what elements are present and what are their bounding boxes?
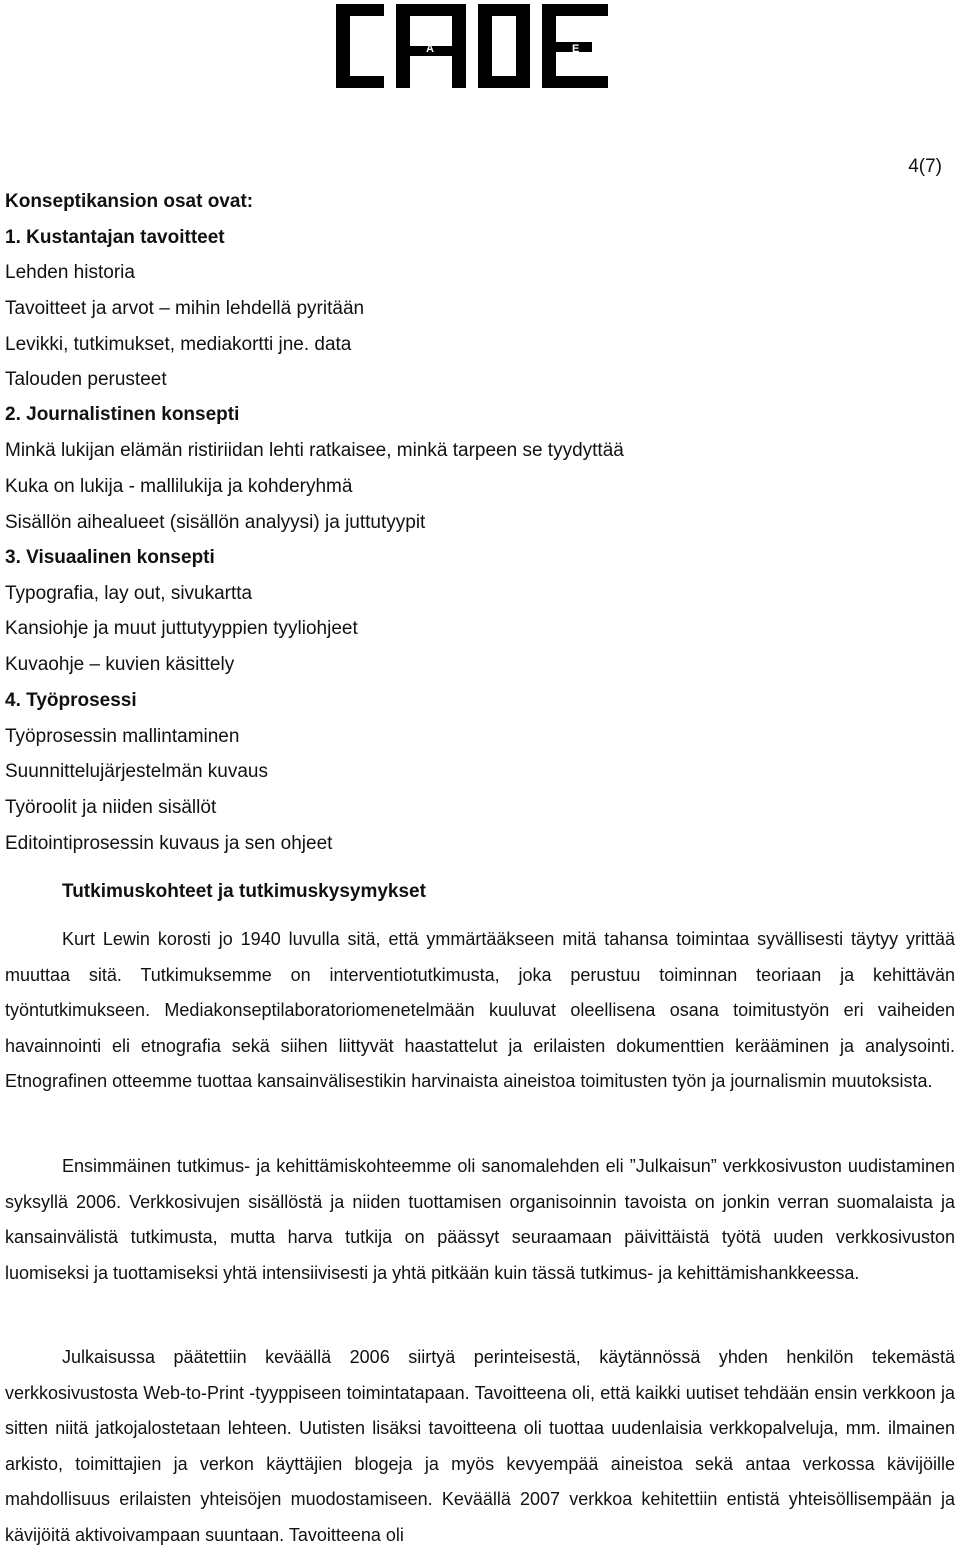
- body-paragraph: [5, 1340, 955, 1553]
- paragraph-text: Ensimmäinen tutkimus- ja kehittämiskohteemme oli sanomalehden eli ”Julkaisun” verkkosivuston uudistaminen syksyllä 2006. Verkkosivujen sisällöstä ja niiden tuottamisen organisoinnin tavoista on jonkin verran suomalaista ja kansainvälistä tutkimusta, mutta harva tutkija on päässyt seuraamaan päivittäistä työtä uuden verkkosivuston luomiseksi ja tuottamiseksi yhtä intensiivisesti ja yhtä pitkään kuin tässä tutkimus- ja kehittämishankkeessa.: [5, 1156, 955, 1283]
- outline-line: Kansiohje ja muut juttutyyppien tyyliohjeet: [5, 618, 358, 639]
- page-number: 4(7): [908, 156, 942, 177]
- logo-letter-e: E: [572, 43, 580, 55]
- body-paragraph: [5, 1149, 955, 1291]
- logo-letter-d: D: [496, 43, 504, 55]
- outline-line: Levikki, tutkimukset, mediakortti jne. data: [5, 334, 352, 355]
- outline-line: 2. Journalistinen konsepti: [5, 404, 240, 425]
- outline-line: Kuka on lukija - mallilukija ja kohderyhmä: [5, 476, 353, 497]
- outline-line: Editointiprosessin kuvaus ja sen ohjeet: [5, 833, 333, 854]
- outline-line: Suunnittelujärjestelmän kuvaus: [5, 761, 268, 782]
- outline-line: Talouden perusteet: [5, 369, 167, 390]
- paragraph-text: Julkaisussa päätettiin keväällä 2006 siirtyä perinteisestä, käytännössä yhden henkilön tekemästä verkkosivustosta Web-to-Print -tyyppiseen toimintatapaan. Tavoitteena oli, että kaikki uutiset tehdään ensin verkkoon ja sitten niitä jatkojalostetaan lehteen. Uutisten lisäksi tavoitteena oli tuottaa uudenlaisia verkkopalveluja, mm. ilmainen arkisto, toimittajien ja verkon käyttäjien blogeja ja myös kevyempää aineistoa sekä antaa verkossa kävijöille mahdollisuus erilaisten yhteisöjen muodostamiseen. Keväällä 2007 verkkoa kehitettiin entistä yhteisöllisempään ja kävijöitä aktivoivampaan suuntaan. Tavoitteena oli: [5, 1347, 955, 1545]
- outline-line: 1. Kustantajan tavoitteet: [5, 227, 225, 248]
- outline-line: Kuvaohje – kuvien käsittely: [5, 654, 235, 675]
- outline-line: Konseptikansion osat ovat:: [5, 191, 254, 212]
- outline-line: 4. Työprosessi: [5, 690, 137, 711]
- outline-line: Työprosessin mallintaminen: [5, 726, 240, 747]
- logo-letter-a: A: [426, 43, 434, 55]
- outline-line: Työroolit ja niiden sisällöt: [5, 797, 217, 818]
- paragraph-text: Kurt Lewin korosti jo 1940 luvulla sitä, että ymmärtääkseen mitä tahansa toimintaa syvällisesti täytyy yrittää muuttaa sitä. Tutkimuksemme on interventiotutkimusta, joka perustuu toiminnan teoriaan ja kehittävän työntutkimukseen. Mediakonseptilaboratoriomenetelmään kuuluvat oleellisena osana toimitustyön eri vaiheiden havainnointi eli etnografia sekä siihen liittyvät haastattelut ja erilaisten dokumenttien kerääminen ja analysointi. Etnografinen otteemme tuottaa kansainvälisestikin harvinaista aineistoa toimitusten työn ja journalismin muutoksista.: [5, 929, 955, 1091]
- outline-line: Tavoitteet ja arvot – mihin lehdellä pyritään: [5, 298, 365, 319]
- iade-logo: [336, 4, 608, 88]
- outline-line: Sisällön aihealueet (sisällön analyysi) ja juttutyypit: [5, 512, 426, 533]
- outline-line: Lehden historia: [5, 262, 135, 283]
- body-paragraph: [5, 922, 955, 1100]
- outline-line: 3. Visuaalinen konsepti: [5, 547, 215, 568]
- outline-line: Minkä lukijan elämän ristiriidan lehti ratkaisee, minkä tarpeen se tyydyttää: [5, 440, 624, 461]
- outline-line: Typografia, lay out, sivukartta: [5, 583, 253, 604]
- section-heading: Tutkimuskohteet ja tutkimuskysymykset: [62, 881, 426, 902]
- logo-letter-i: I: [358, 43, 362, 55]
